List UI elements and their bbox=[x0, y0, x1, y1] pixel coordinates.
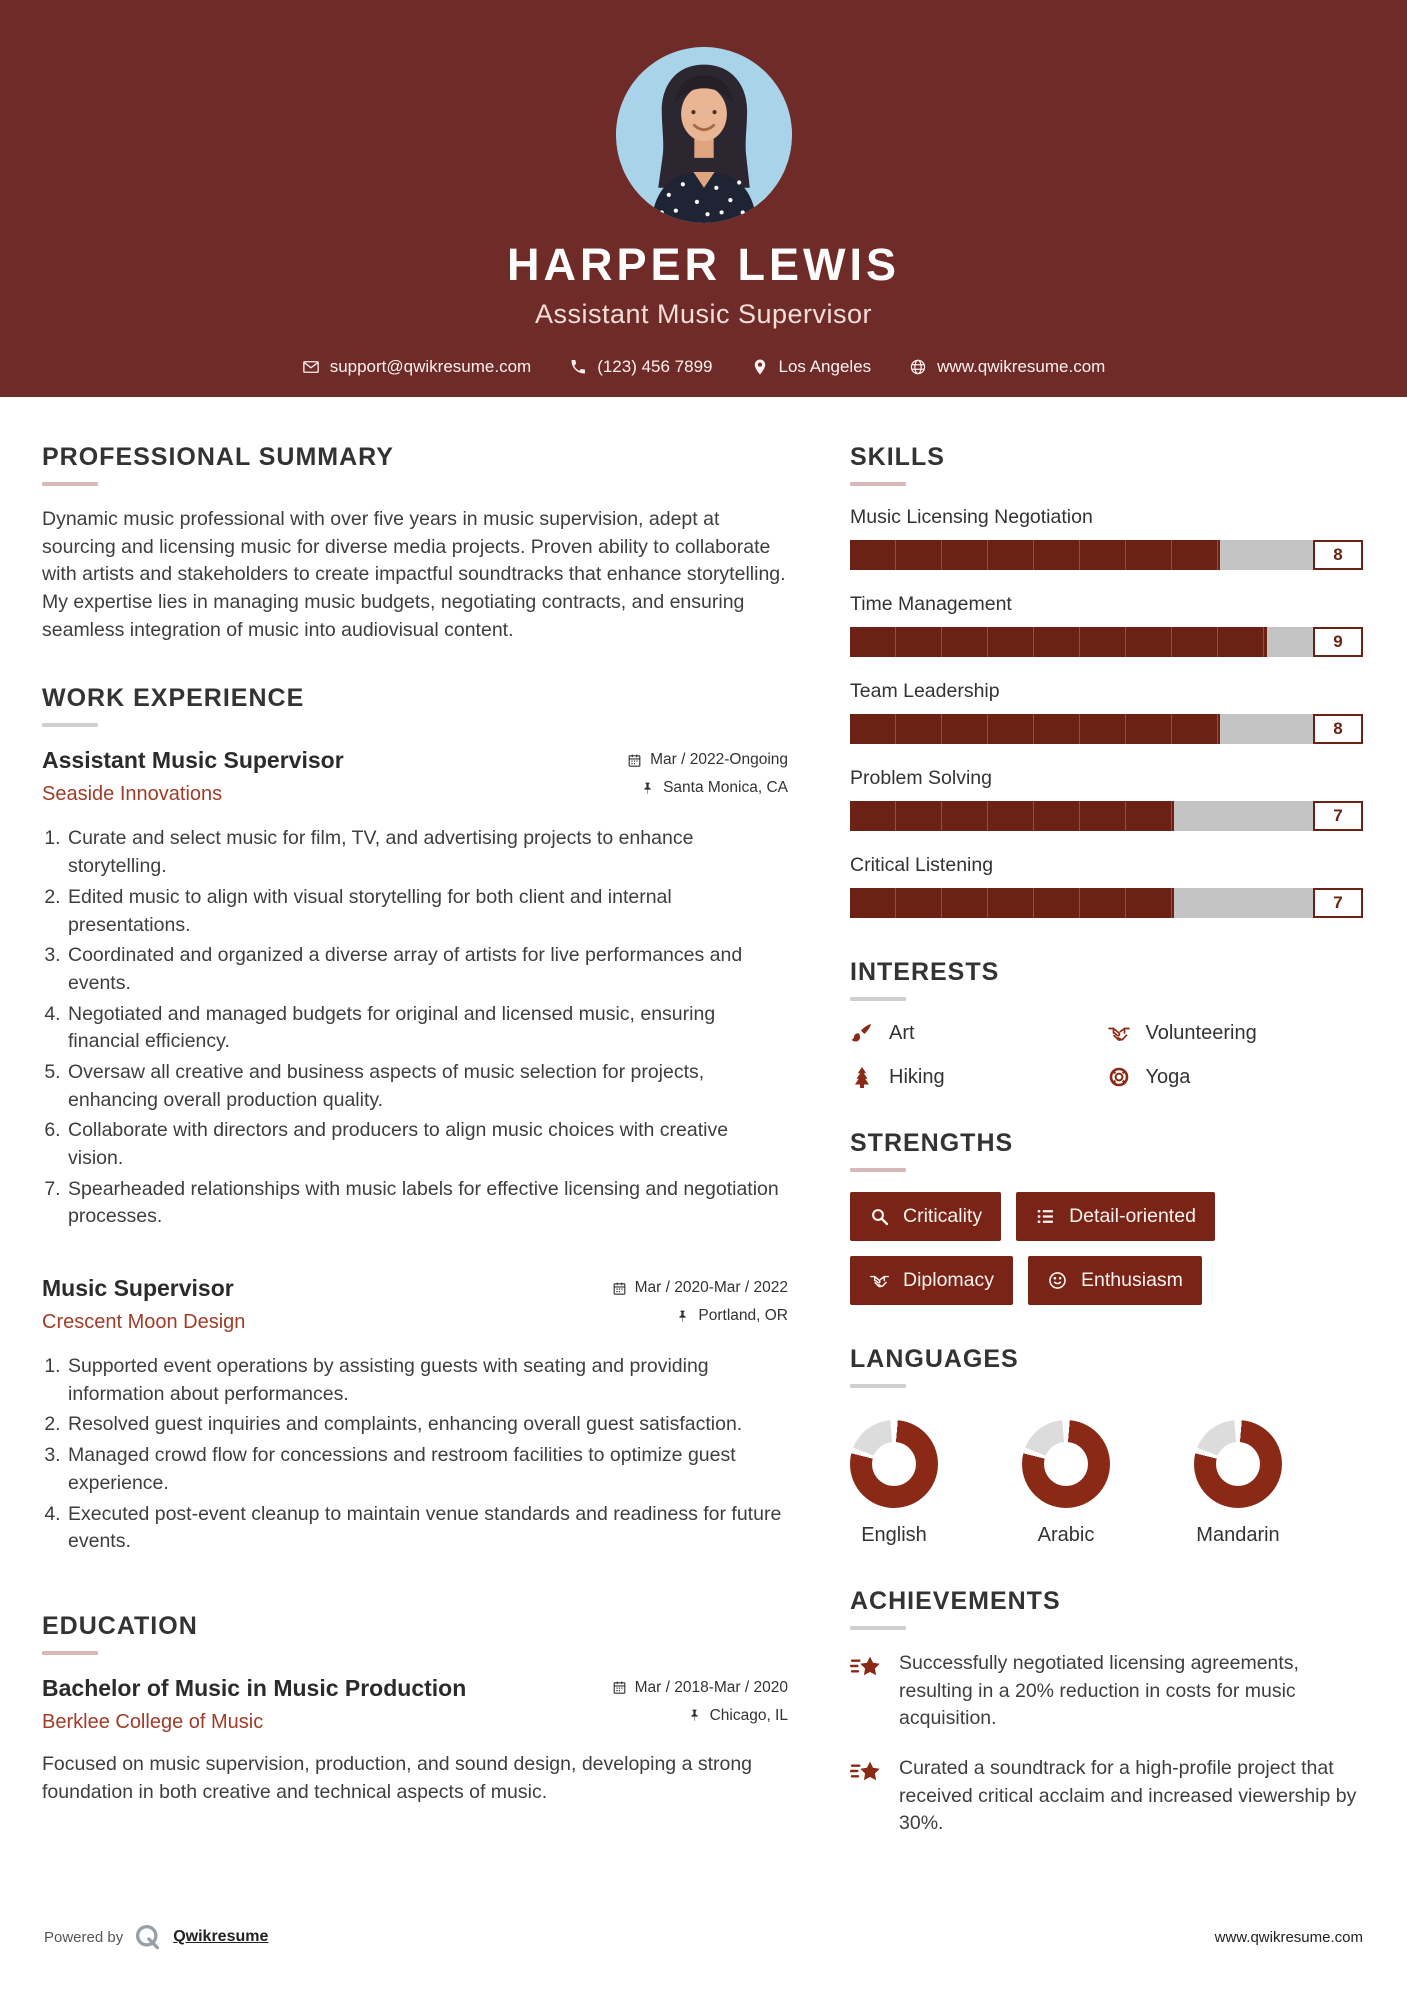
strength-chip: Criticality bbox=[850, 1192, 1001, 1241]
job-title: Music Supervisor bbox=[42, 1275, 234, 1302]
candidate-title: Assistant Music Supervisor bbox=[534, 299, 873, 329]
language-item bbox=[850, 1420, 938, 1547]
achievement-item: Curated a soundtrack for a high-profile project that received critical acclaim and increased viewership by 30%. bbox=[850, 1755, 1363, 1838]
job-company: Seaside Innovations bbox=[42, 783, 223, 806]
contact-location: Los Angeles bbox=[751, 357, 872, 377]
heading-rule bbox=[42, 723, 98, 727]
skill-name: Music Licensing Negotiation bbox=[850, 506, 1093, 528]
job-bullet: 7. Spearheaded relationships with music labels for effective licensing and negotiation processes. bbox=[66, 1176, 788, 1231]
skill-bar bbox=[850, 801, 1363, 831]
skills-heading: SKILLS bbox=[850, 443, 945, 471]
degree-title: Bachelor of Music in Music Production bbox=[42, 1674, 467, 1701]
globe-icon bbox=[909, 358, 927, 376]
section-languages bbox=[850, 1345, 1363, 1547]
phone-icon bbox=[569, 358, 587, 376]
section-interests bbox=[850, 958, 1363, 1089]
skill-bar bbox=[850, 540, 1363, 570]
section-skills bbox=[850, 443, 1363, 918]
contact-website[interactable]: www.qwikresume.com bbox=[909, 357, 1105, 377]
skill-bar-fill bbox=[850, 540, 1220, 570]
job-bullet: 5. Oversaw all creative and business aspects of music selection for projects, enhancing overall production quality. bbox=[66, 1059, 788, 1114]
shooting-star-icon bbox=[850, 1757, 882, 1789]
language-donut-chart bbox=[850, 1420, 938, 1508]
language-item bbox=[1194, 1420, 1282, 1547]
skill-item bbox=[850, 854, 1363, 918]
job-bullets bbox=[42, 825, 788, 1231]
job-location: Santa Monica, CA bbox=[627, 779, 788, 797]
education-heading: EDUCATION bbox=[42, 1611, 198, 1640]
summary-heading: PROFESSIONAL SUMMARY bbox=[42, 443, 394, 471]
skill-bar bbox=[850, 888, 1363, 918]
header bbox=[0, 0, 1407, 397]
right-column bbox=[850, 443, 1363, 1878]
contact-phone: (123) 456 7899 bbox=[569, 357, 712, 377]
pushpin-icon bbox=[687, 1708, 702, 1723]
job-bullet: 1. Curate and select music for film, TV, and advertising projects to enhance storytelling. bbox=[66, 825, 788, 880]
achievements-heading: ACHIEVEMENTS bbox=[850, 1587, 1061, 1615]
job-meta bbox=[627, 747, 788, 807]
skill-name: Team Leadership bbox=[850, 680, 1000, 702]
skill-bar bbox=[850, 714, 1363, 744]
job-title: Assistant Music Supervisor bbox=[42, 747, 344, 774]
skill-item bbox=[850, 506, 1363, 570]
skill-level-badge: 8 bbox=[1313, 714, 1363, 744]
education-meta bbox=[612, 1675, 788, 1735]
heading-rule bbox=[42, 1651, 98, 1655]
handshake-icon bbox=[869, 1270, 890, 1291]
education-dates: Mar / 2018-Mar / 2020 bbox=[612, 1679, 788, 1697]
job-bullet: 2. Resolved guest inquiries and complaints, enhancing overall guest satisfaction. bbox=[66, 1411, 788, 1439]
heading-rule bbox=[850, 997, 906, 1001]
lifebuoy-icon bbox=[1107, 1065, 1131, 1089]
shooting-star-icon bbox=[850, 1652, 882, 1684]
section-strengths bbox=[850, 1129, 1363, 1305]
calendar-icon bbox=[612, 1281, 627, 1296]
strength-chip: Enthusiasm bbox=[1028, 1256, 1202, 1305]
footer bbox=[44, 1922, 1363, 1952]
job-company: Crescent Moon Design bbox=[42, 1311, 246, 1334]
skill-name: Problem Solving bbox=[850, 767, 992, 789]
school-name: Berklee College of Music bbox=[42, 1710, 264, 1733]
job-bullet: 6. Collaborate with directors and producers to align music choices with creative vision. bbox=[66, 1117, 788, 1172]
skill-name: Time Management bbox=[850, 593, 1012, 615]
qwikresume-logo-icon bbox=[133, 1922, 163, 1952]
calendar-icon bbox=[627, 753, 642, 768]
job-bullet: 4. Executed post-event cleanup to maintain venue standards and readiness for future events. bbox=[66, 1501, 788, 1556]
heading-rule bbox=[850, 1384, 906, 1388]
paintbrush-icon bbox=[850, 1021, 874, 1045]
work-heading: WORK EXPERIENCE bbox=[42, 684, 305, 713]
section-achievements bbox=[850, 1587, 1363, 1838]
interest-item: Art bbox=[850, 1021, 1107, 1045]
skill-level-badge: 7 bbox=[1313, 801, 1363, 831]
powered-by-label: Powered by bbox=[44, 1928, 124, 1946]
envelope-icon bbox=[302, 358, 320, 376]
interest-item: Volunteering bbox=[1107, 1021, 1364, 1045]
skill-level-badge: 9 bbox=[1313, 627, 1363, 657]
strength-chip: Detail-oriented bbox=[1016, 1192, 1215, 1241]
interests-heading: INTERESTS bbox=[850, 958, 1000, 986]
heading-rule bbox=[850, 482, 906, 486]
smiley-icon bbox=[1047, 1270, 1068, 1291]
skill-bar-fill bbox=[850, 627, 1267, 657]
job-bullet: 3. Managed crowd flow for concessions and restroom facilities to optimize guest experience. bbox=[66, 1442, 788, 1497]
strengths-heading: STRENGTHS bbox=[850, 1129, 1014, 1157]
qwikresume-link[interactable]: Qwikresume bbox=[173, 1928, 269, 1945]
job-meta bbox=[612, 1275, 788, 1335]
job-location: Portland, OR bbox=[612, 1307, 788, 1325]
language-item bbox=[1022, 1420, 1110, 1547]
content-columns bbox=[0, 397, 1407, 1878]
skill-bar-fill bbox=[850, 801, 1174, 831]
education-description: Focused on music supervision, production, and sound design, developing a strong foundation in both creative and technical aspects of music. bbox=[42, 1752, 753, 1803]
pushpin-icon bbox=[675, 1309, 690, 1324]
candidate-name: HARPER LEWIS bbox=[506, 239, 900, 290]
skill-item bbox=[850, 680, 1363, 744]
language-donut-chart bbox=[1194, 1420, 1282, 1508]
list-icon bbox=[1035, 1206, 1056, 1227]
summary-text: Dynamic music professional with over five years in music supervision, adept at sourcing and licensing music for diverse media projects. Proven ability to collaborate with artists and stakeholders to create impactful soundtracks that enhance storytelling. My expertise lies in managing music budgets, negotiating contracts, and ensuring seamless integration of music into audiovisual content. bbox=[42, 508, 786, 641]
heading-rule bbox=[42, 482, 98, 486]
contact-email[interactable]: support@qwikresume.com bbox=[302, 357, 532, 377]
skill-level-badge: 8 bbox=[1313, 540, 1363, 570]
calendar-icon bbox=[612, 1680, 627, 1695]
skill-bar-fill bbox=[850, 888, 1174, 918]
skill-bar-fill bbox=[850, 714, 1220, 744]
interest-item: Yoga bbox=[1107, 1065, 1364, 1089]
magnifier-icon bbox=[869, 1206, 890, 1227]
section-education bbox=[42, 1612, 788, 1806]
pushpin-icon bbox=[640, 781, 655, 796]
footer-website[interactable]: www.qwikresume.com bbox=[1214, 1928, 1363, 1946]
job-bullet: 2. Edited music to align with visual storytelling for both client and internal presentations. bbox=[66, 884, 788, 939]
map-pin-icon bbox=[751, 358, 769, 376]
section-summary bbox=[42, 443, 788, 644]
skill-level-badge: 7 bbox=[1313, 888, 1363, 918]
skill-item bbox=[850, 767, 1363, 831]
tree-icon bbox=[850, 1065, 874, 1089]
strength-chip: Diplomacy bbox=[850, 1256, 1013, 1305]
left-column bbox=[42, 443, 788, 1878]
language-name: Arabic bbox=[1037, 1524, 1095, 1546]
skill-item bbox=[850, 593, 1363, 657]
achievement-item: Successfully negotiated licensing agreements, resulting in a 20% reduction in costs for music acquisition. bbox=[850, 1650, 1363, 1733]
contact-row bbox=[0, 357, 1407, 377]
language-donut-chart bbox=[1022, 1420, 1110, 1508]
section-work-experience bbox=[42, 684, 788, 1555]
handshake-icon bbox=[1107, 1021, 1131, 1045]
language-name: Mandarin bbox=[1196, 1524, 1280, 1546]
heading-rule bbox=[850, 1626, 906, 1630]
education-location: Chicago, IL bbox=[612, 1707, 788, 1725]
job-entry bbox=[42, 1275, 788, 1556]
job-dates: Mar / 2020-Mar / 2022 bbox=[612, 1279, 788, 1297]
languages-heading: LANGUAGES bbox=[850, 1345, 1019, 1373]
job-dates: Mar / 2022-Ongoing bbox=[627, 751, 788, 769]
heading-rule bbox=[850, 1168, 906, 1172]
education-entry bbox=[42, 1675, 788, 1806]
job-bullets bbox=[42, 1353, 788, 1556]
job-bullet: 4. Negotiated and managed budgets for original and licensed music, ensuring financial efficiency. bbox=[66, 1001, 788, 1056]
job-bullet: 1. Supported event operations by assisting guests with seating and providing information about performances. bbox=[66, 1353, 788, 1408]
language-name: English bbox=[861, 1524, 927, 1546]
job-bullet: 3. Coordinated and organized a diverse array of artists for live performances and events. bbox=[66, 942, 788, 997]
interest-item: Hiking bbox=[850, 1065, 1107, 1089]
skill-name: Critical Listening bbox=[850, 854, 994, 876]
avatar bbox=[616, 47, 792, 223]
portrait-illustration bbox=[616, 47, 792, 223]
job-entry bbox=[42, 747, 788, 1231]
skill-bar bbox=[850, 627, 1363, 657]
